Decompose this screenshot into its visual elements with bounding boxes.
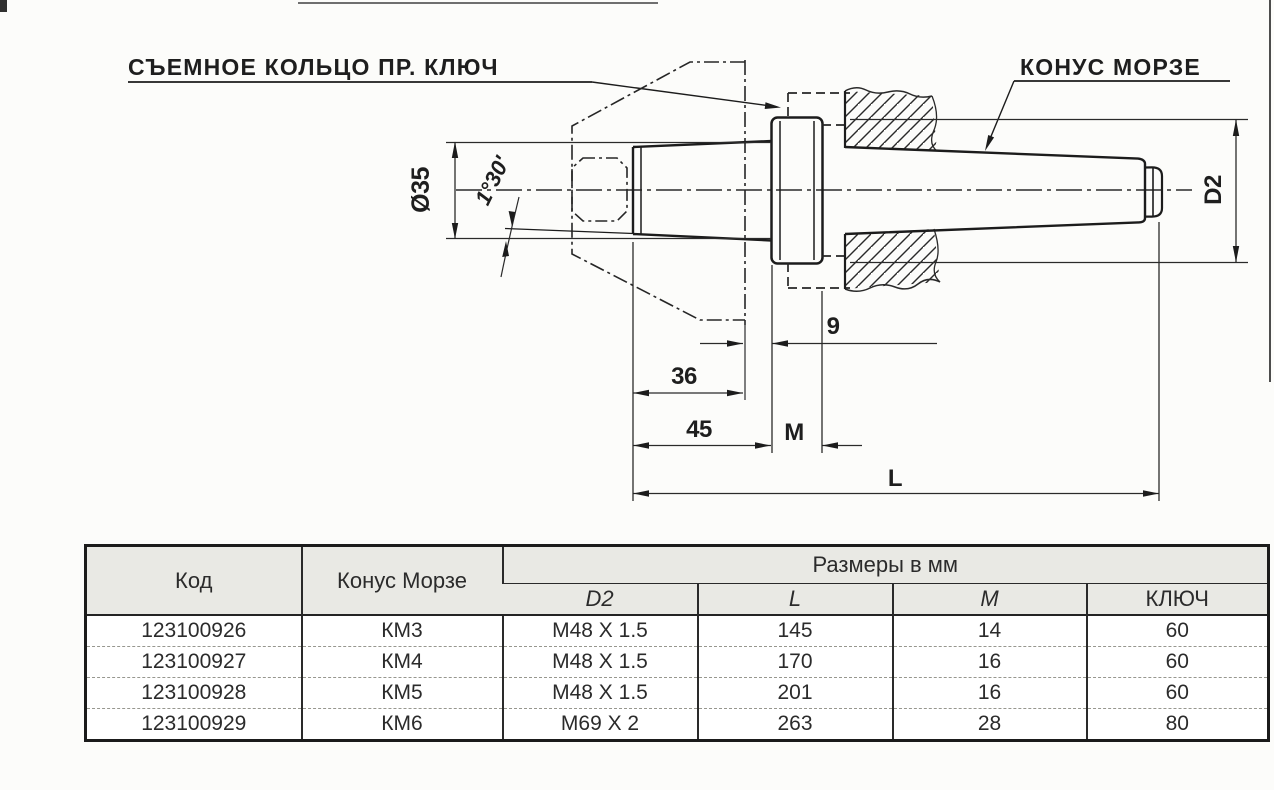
header-key: КЛЮЧ [1087,584,1269,616]
cell-m: 28 [893,709,1087,741]
dim-taper-angle-text: 1°30' [469,152,515,209]
dim-45-text: 45 [686,416,712,443]
shank [505,141,772,241]
removable-ring-leader [592,82,777,107]
cell-d2: M69 X 2 [503,709,698,741]
cell-code: 123100928 [86,678,302,709]
cell-taper: КМ3 [302,615,503,647]
dim-ring-width-text: 9 [826,313,840,340]
morse-taper-label: КОНУС МОРЗЕ [1020,54,1201,80]
dim-taper-angle [470,152,519,277]
cell-code: 123100926 [86,615,302,647]
scan-edge-artifact-right [1269,0,1271,382]
header-taper: Конус Морзе [302,546,503,616]
dim-M-text: M [784,419,804,446]
dim-ring-width-9 [700,313,937,347]
table-row [86,709,1269,741]
removable-ring-label: СЪЕМНОЕ КОЛЬЦО ПР. КЛЮЧ [128,54,499,80]
header-m: M [893,584,1087,616]
cell-key: 60 [1087,647,1269,678]
cell-d2: M48 X 1.5 [503,615,698,647]
removable-ring-callout [128,54,781,109]
scan-edge-artifact-top [298,2,658,4]
cell-m: 14 [893,615,1087,647]
cell-key: 60 [1087,678,1269,709]
dimensions-table [84,544,1270,742]
table-row [86,678,1269,709]
cell-m: 16 [893,647,1087,678]
cell-d2: M48 X 1.5 [503,647,698,678]
table-row [86,647,1269,678]
spindle-hatch-lower [845,229,940,291]
cell-taper: КМ6 [302,709,503,741]
morse-taper-leader-arrow-icon [985,135,994,151]
dim-36 [633,325,745,400]
dim-diameter-35-text: Ø35 [407,167,435,213]
cell-code: 123100927 [86,647,302,678]
dim-L-text: L [887,465,903,492]
table-row [86,615,1269,647]
dim-36-text: 36 [671,363,697,390]
ring-phantom-outline [572,60,745,325]
cell-l: 201 [698,678,893,709]
cell-code: 123100929 [86,709,302,741]
cell-d2: M48 X 1.5 [503,678,698,709]
header-sizes-group: Размеры в мм [503,546,1269,584]
scan-corner-artifact [0,0,7,12]
header-d2: D2 [503,584,698,616]
dim-D2-text: D2 [1200,175,1227,205]
cell-taper: КМ5 [302,678,503,709]
cell-l: 263 [698,709,893,741]
cell-l: 170 [698,647,893,678]
header-code: Код [86,546,302,616]
dim-45-M [633,242,862,501]
cell-taper: КМ4 [302,647,503,678]
cell-l: 145 [698,615,893,647]
removable-ring-leader-arrow-icon [765,102,781,109]
cell-key: 80 [1087,709,1269,741]
cell-key: 60 [1087,615,1269,647]
morse-taper-callout [985,54,1230,151]
header-l: L [698,584,893,616]
cell-m: 16 [893,678,1087,709]
